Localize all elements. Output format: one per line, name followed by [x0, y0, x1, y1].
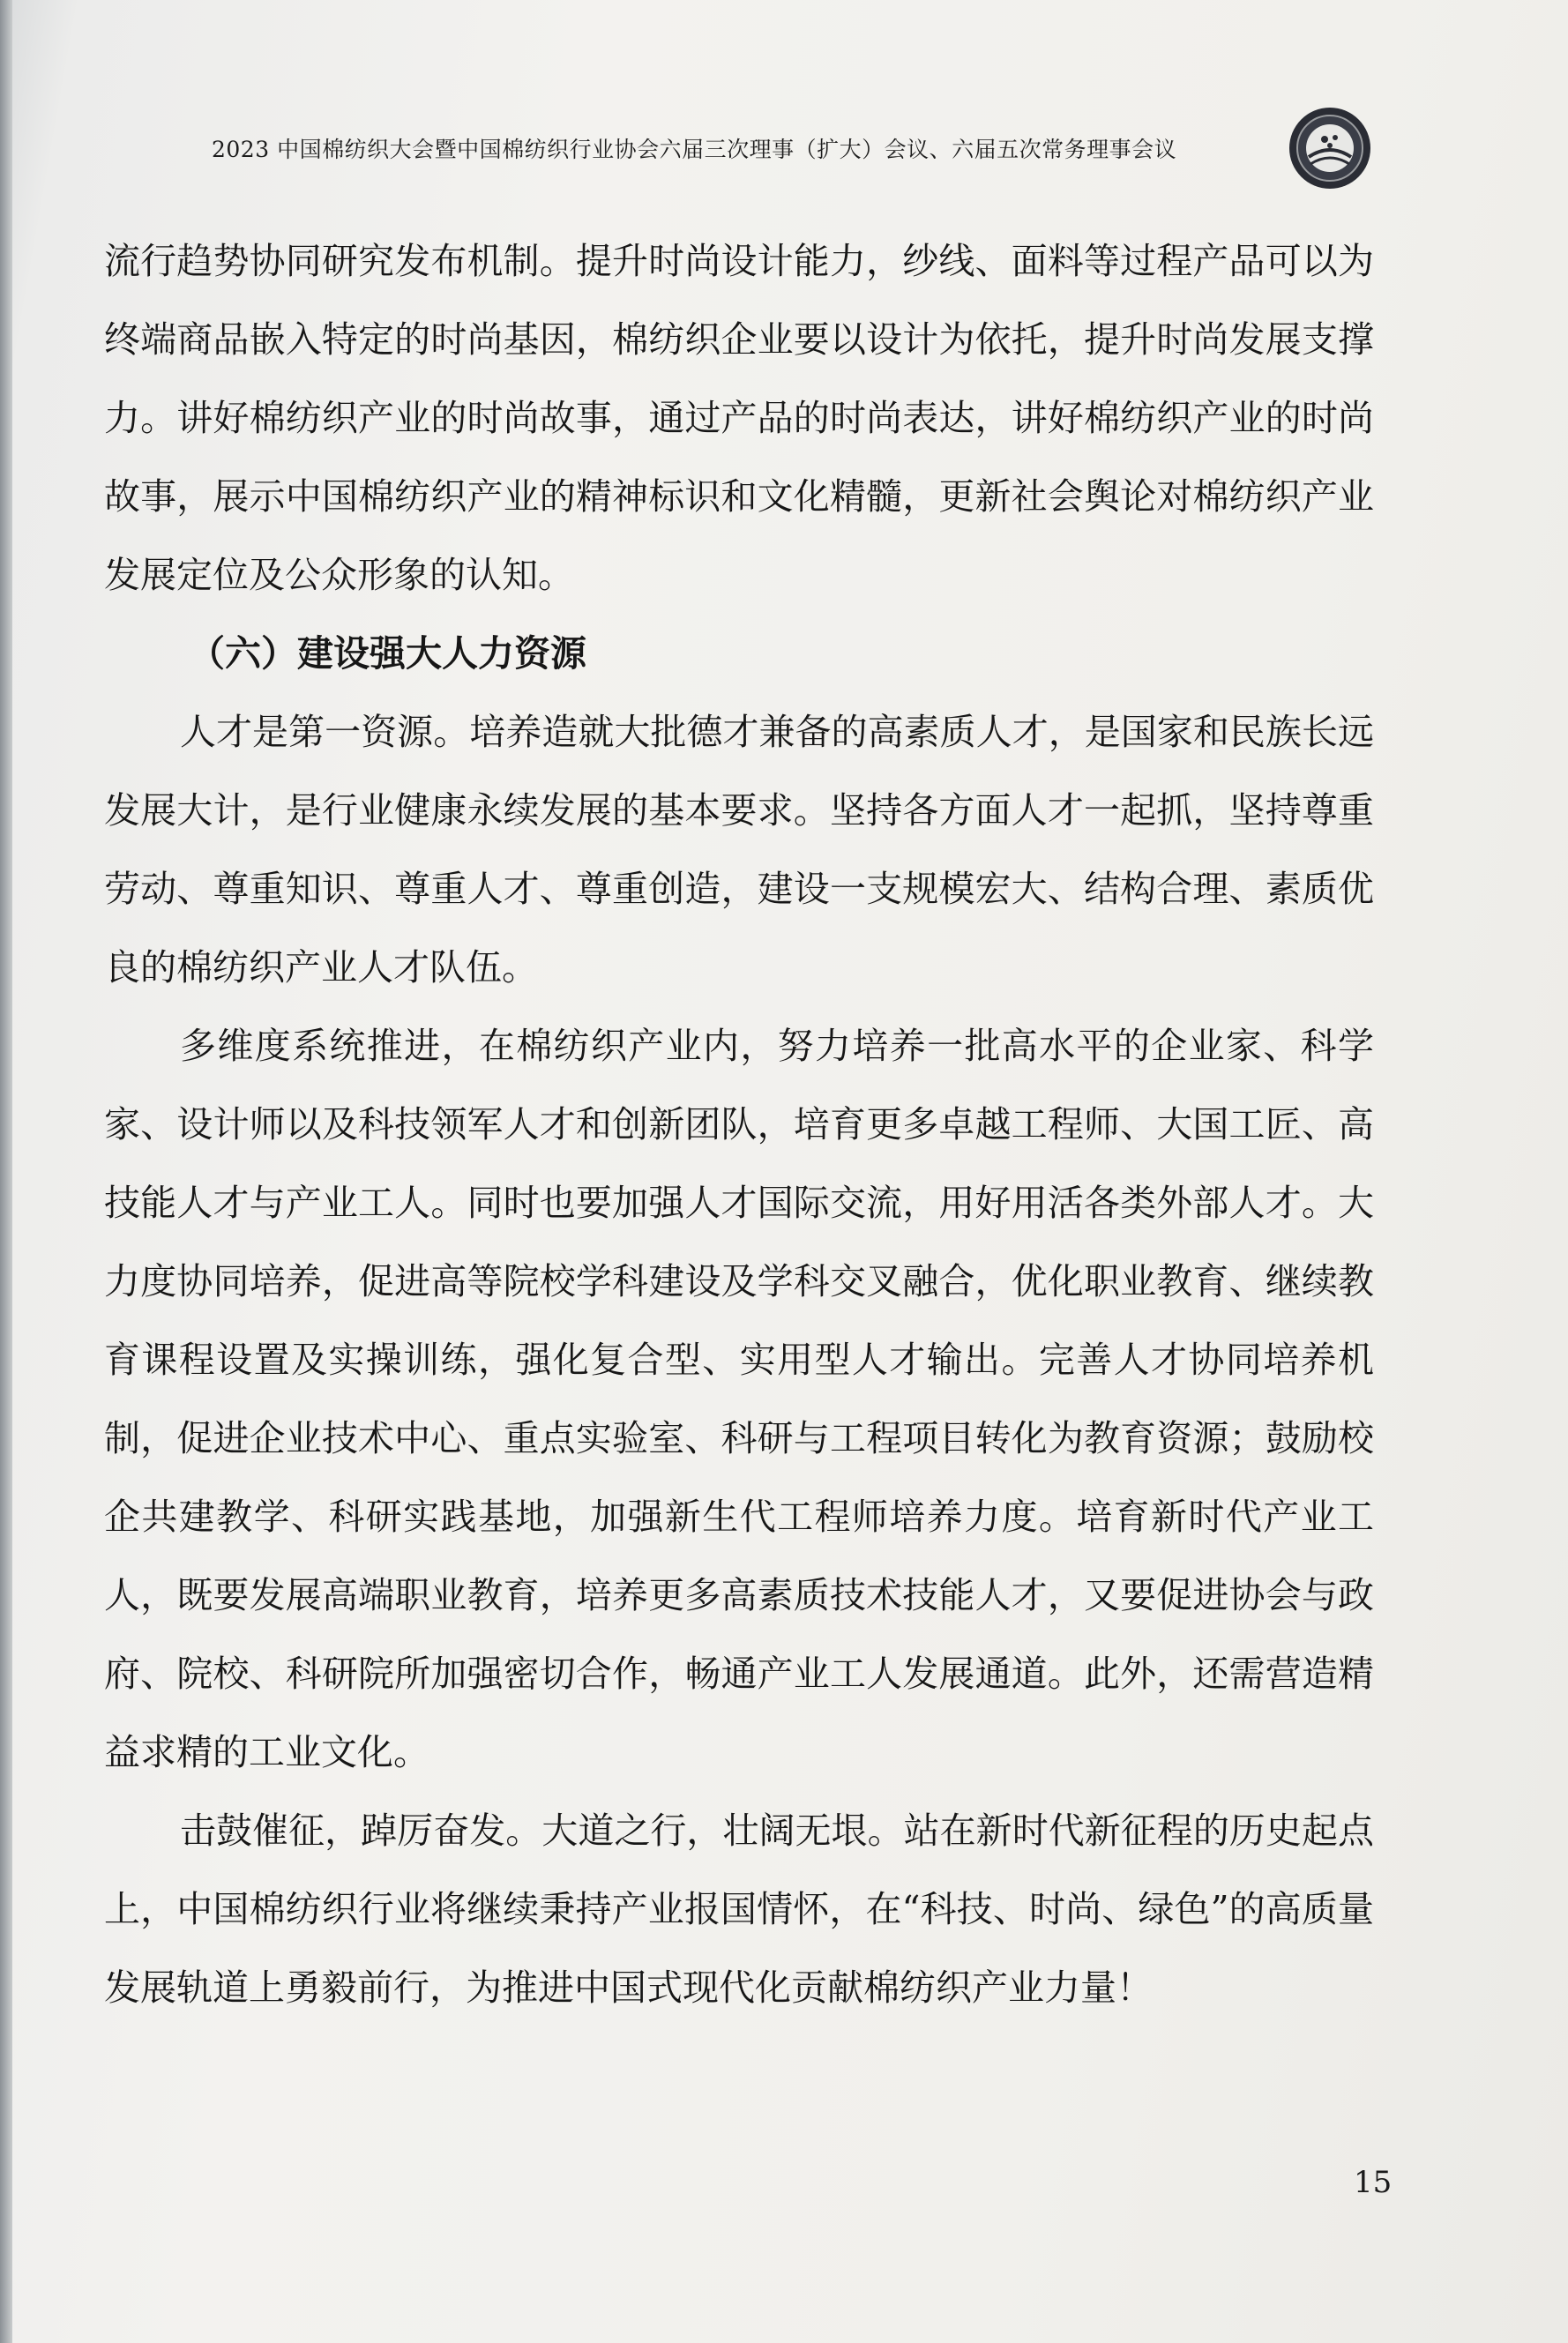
body-text	[104, 222, 1374, 2027]
paragraph-talent-resource: 人才是第一资源。培养造就大批德才兼备的高素质人才，是国家和民族长远发展大计，是行业健康永续发展的基本要求。坚持各方面人才一起抓，坚持尊重劳动、尊重知识、尊重人才、尊重创造，建设一支规模宏大、结构合理、素质优良的棉纺织产业人才队伍。	[104, 711, 1374, 989]
section-heading: （六）建设强大人力资源	[189, 632, 586, 675]
paragraph-talent-cultivation: 多维度系统推进，在棉纺织产业内，努力培养一批高水平的企业家、科学家、设计师以及科技领军人才和创新团队，培育更多卓越工程师、大国工匠、高技能人才与产业工人。同时也要加强人才国际交流，用好用活各类外部人才。大力度协同培养，促进高等院校学科建设及学科交叉融合，优化职业教育、继续教育课程设置及实操训练，强化复合型、实用型人才输出。完善人才协同培养机制，促进企业技术中心、重点实验室、科研与工程项目转化为教育资源；鼓励校企共建教学、科研实践基地，加强新生代工程师培养力度。培育新时代产业工人，既要发展高端职业教育，培养更多高素质技术技能人才，又要促进协会与政府、院校、科研院所加强密切合作，畅通产业工人发展通道。此外，还需营造精益求精的工业文化。	[104, 1025, 1374, 1773]
paragraph-conclusion: 击鼓催征，踔厉奋发。大道之行，壮阔无垠。站在新时代新征程的历史起点上，中国棉纺织行业将继续秉持产业报国情怀，在“科技、时尚、绿色”的高质量发展轨道上勇毅前行，为推进中国式现代化贡献棉纺织产业力量！	[104, 1809, 1374, 2009]
running-header: 2023 中国棉纺织大会暨中国棉纺织行业协会六届三次理事（扩大）会议、六届五次常务理事会议	[212, 137, 1177, 162]
page-number: 15	[1354, 2165, 1393, 2200]
book-spine-shadow	[0, 0, 12, 2343]
association-logo-icon	[1286, 104, 1374, 192]
paragraph-fashion: 流行趋势协同研究发布机制。提升时尚设计能力，纱线、面料等过程产品可以为终端商品嵌入特定的时尚基因，棉纺织企业要以设计为依托，提升时尚发展支撑力。讲好棉纺织产业的时尚故事，通过产品的时尚表达，讲好棉纺织产业的时尚故事，展示中国棉纺织产业的精神标识和文化精髓，更新社会舆论对棉纺织产业发展定位及公众形象的认知。	[104, 240, 1374, 596]
